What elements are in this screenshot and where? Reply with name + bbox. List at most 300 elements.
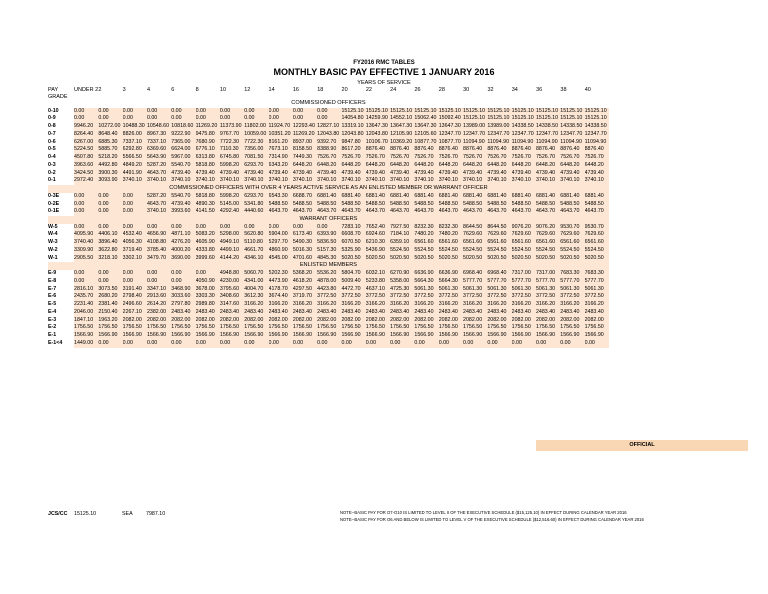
pay-cell: 6561.60	[487, 239, 511, 247]
pay-cell: 8967.30	[147, 131, 171, 139]
pay-cell: 2483.40	[341, 309, 365, 317]
jcs-value: 15125.10	[74, 511, 97, 517]
pay-cell: 4849.20	[123, 162, 147, 170]
pay-cell: 1566.90	[512, 332, 536, 340]
pay-cell: 0.00	[269, 340, 293, 348]
column-header: 30	[463, 87, 470, 93]
pay-cell: 0.00	[317, 115, 341, 123]
grade-cell: E-4	[48, 308, 57, 315]
pay-cell: 6776.10	[196, 146, 220, 154]
pay-cell: 3302.10	[123, 255, 147, 263]
pay-cell: 0.00	[171, 270, 195, 278]
pay-cell: 7526.70	[341, 154, 365, 162]
pay-cell: 0.00	[512, 340, 536, 348]
pay-cell: 9530.70	[560, 224, 584, 232]
pay-cell: 15125.10	[536, 115, 560, 123]
pay-cell: 2989.80	[196, 301, 220, 309]
pay-cell: 4643.70	[293, 208, 317, 216]
pay-cell: 4473.90	[269, 278, 293, 286]
pay-cell: 10059.00	[244, 131, 268, 139]
pay-cell: 7526.70	[536, 154, 560, 162]
pay-cell: 6343.20	[269, 162, 293, 170]
pay-cell: 6608.70	[341, 231, 365, 239]
pay-cell: 0.00	[123, 108, 147, 116]
pay-cell: 0.00	[244, 108, 268, 116]
pay-cell: 4739.40	[439, 170, 463, 178]
pay-cell: 5488.50	[487, 201, 511, 209]
pay-cell: 0.00	[74, 115, 98, 123]
main-title: MONTHLY BASIC PAY EFFECTIVE 1 JANUARY 2016	[273, 67, 495, 77]
pay-cell: 5566.50	[123, 154, 147, 162]
pay-cell: 0.00	[269, 224, 293, 232]
pay-cell: 3772.50	[317, 293, 341, 301]
pay-cell: 3468.90	[171, 286, 195, 294]
pay-cell: 3166.20	[269, 301, 293, 309]
pay-cell: 0.00	[244, 340, 268, 348]
pay-cell: 5224.50	[74, 146, 98, 154]
pay-cell: 5287.20	[147, 193, 171, 201]
grade-cell: 0-9	[48, 115, 56, 122]
pay-cell: 11094.90	[585, 139, 609, 147]
pay-cell: 3166.20	[293, 301, 317, 309]
pay-cell: 5488.50	[317, 201, 341, 209]
pay-cell: 5524.50	[390, 247, 414, 255]
pay-cell: 5358.00	[390, 278, 414, 286]
pay-cell: 0.00	[98, 340, 122, 348]
pay-cell: 5218.20	[98, 154, 122, 162]
pay-cell: 8161.20	[269, 139, 293, 147]
pay-cell: 5818.80	[196, 162, 220, 170]
pay-cell: 0.00	[147, 340, 171, 348]
pay-cell: 7283.10	[341, 224, 365, 232]
pay-cell: 1566.90	[220, 332, 244, 340]
table-row	[48, 170, 609, 178]
grade-cell: 0-7	[48, 130, 56, 137]
pay-cell: 13989.00	[487, 123, 511, 131]
pay-cell: 12043.80	[317, 131, 341, 139]
pay-cell: 4056.30	[123, 239, 147, 247]
column-header: 36	[536, 87, 543, 93]
pay-cell: 4643.70	[560, 208, 584, 216]
pay-cell: 0.00	[147, 278, 171, 286]
table-row	[48, 317, 609, 325]
pay-cell: 5490.30	[293, 239, 317, 247]
pay-cell: 5524.50	[536, 247, 560, 255]
pay-cell: 7680.90	[196, 139, 220, 147]
pay-cell: 4532.40	[123, 231, 147, 239]
pay-cell: 9946.20	[74, 123, 98, 131]
pay-cell: 0.00	[171, 224, 195, 232]
pay-cell: 10548.60	[147, 123, 171, 131]
pay-cell: 3424.50	[74, 170, 98, 178]
table-row	[48, 293, 609, 301]
pay-cell: 5341.80	[244, 201, 268, 209]
pay-cell: 2082.00	[244, 317, 268, 325]
pay-cell: 3166.20	[341, 301, 365, 309]
pay-cell: 3033.60	[171, 293, 195, 301]
column-header: 40	[584, 87, 591, 93]
pay-cell: 2483.40	[220, 309, 244, 317]
pay-cell: 2082.00	[536, 317, 560, 325]
pay-cell: 8264.40	[74, 131, 98, 139]
pay-cell: 12293.40	[293, 123, 317, 131]
pay-cell: 10351.20	[269, 131, 293, 139]
pay-cell: 5110.80	[244, 239, 268, 247]
section-header	[48, 216, 609, 224]
pay-cell: 6968.40	[463, 270, 487, 278]
pay-cell: 0.00	[123, 224, 147, 232]
pay-cell: 6881.40	[560, 193, 584, 201]
pay-cell: 4643.70	[269, 208, 293, 216]
pay-cell: 6881.40	[390, 193, 414, 201]
pay-cell: 3166.20	[317, 301, 341, 309]
pay-cell: 1756.50	[414, 324, 438, 332]
grade-cell: E-5	[48, 301, 57, 308]
column-header: 38	[560, 87, 567, 93]
pay-cell: 2483.40	[463, 309, 487, 317]
pay-cell: 4739.40	[366, 170, 390, 178]
pay-cell: 5061.30	[463, 286, 487, 294]
pay-cell: 3740.10	[147, 177, 171, 185]
pay-cell: 3740.10	[196, 177, 220, 185]
pay-cell: 7526.70	[317, 154, 341, 162]
pay-cell: 1566.90	[463, 332, 487, 340]
section-header	[48, 100, 609, 108]
pay-cell: 6881.40	[366, 193, 390, 201]
pay-cell: 0.00	[98, 270, 122, 278]
pay-cell: 7337.10	[123, 139, 147, 147]
pay-cell: 3740.40	[74, 239, 98, 247]
pay-cell: 0.00	[123, 208, 147, 216]
pay-cell: 4423.80	[317, 286, 341, 294]
pay-cell: 3896.40	[98, 239, 122, 247]
pay-cell: 3740.10	[341, 177, 365, 185]
pay-cell: 6881.40	[317, 193, 341, 201]
pay-cell: 4643.70	[366, 208, 390, 216]
pay-cell: 6448.20	[512, 162, 536, 170]
pay-cell: 2082.00	[341, 317, 365, 325]
grade-label: GRADE	[48, 94, 68, 100]
pay-cell: 4406.10	[98, 231, 122, 239]
pay-cell: 15125.10	[463, 115, 487, 123]
pay-cell: 4739.40	[269, 170, 293, 178]
pay-cell: 6448.20	[439, 162, 463, 170]
section-title: WARRANT OFFICERS	[48, 216, 609, 224]
pay-cell: 11373.90	[220, 123, 244, 131]
pay-cell: 2435.70	[74, 293, 98, 301]
pay-cell: 15125.10	[585, 108, 609, 116]
pay-cell: 0.00	[98, 208, 122, 216]
pay-cell: 5061.30	[414, 286, 438, 294]
pay-cell: 3772.50	[487, 293, 511, 301]
pay-cell: 1756.50	[439, 324, 463, 332]
pay-cell: 2483.40	[585, 309, 609, 317]
pay-cell: 5540.70	[171, 162, 195, 170]
pay-cell: 8876.40	[439, 146, 463, 154]
table-row	[48, 162, 609, 170]
pay-cell: 0.00	[171, 108, 195, 116]
pay-table	[48, 100, 609, 348]
pay-cell: 6448.20	[463, 162, 487, 170]
column-header: 2	[98, 87, 102, 93]
pay-cell: 2483.40	[390, 309, 414, 317]
pay-cell: 4643.70	[463, 208, 487, 216]
pay-cell: 1756.50	[390, 324, 414, 332]
pay-cell: 6881.40	[463, 193, 487, 201]
pay-cell: 4643.70	[487, 208, 511, 216]
pay-cell: 3740.10	[487, 177, 511, 185]
pay-cell: 11269.20	[196, 123, 220, 131]
pay-cell: 2082.00	[512, 317, 536, 325]
pay-cell: 2483.40	[414, 309, 438, 317]
pay-cell: 0.00	[171, 340, 195, 348]
pay-cell: 5540.70	[171, 193, 195, 201]
pay-cell: 6881.40	[439, 193, 463, 201]
pay-cell: 3166.20	[487, 301, 511, 309]
table-row	[48, 278, 609, 286]
table-row	[48, 123, 609, 131]
pay-cell: 2046.00	[74, 309, 98, 317]
pay-cell: 2913.60	[147, 293, 171, 301]
pay-cell: 5777.70	[487, 278, 511, 286]
pay-cell: 7184.10	[390, 231, 414, 239]
pay-cell: 4701.60	[293, 255, 317, 263]
pay-cell: 1566.90	[123, 332, 147, 340]
pay-cell: 3166.20	[536, 301, 560, 309]
pay-cell: 0.00	[536, 340, 560, 348]
pay-cell: 2483.40	[317, 309, 341, 317]
pay-cell: 5488.50	[463, 201, 487, 209]
pay-cell: 6448.20	[341, 162, 365, 170]
pay-cell: 3166.20	[512, 301, 536, 309]
pay-cell: 12827.10	[317, 123, 341, 131]
pay-cell: 4739.40	[317, 170, 341, 178]
pay-cell: 15125.10	[439, 108, 463, 116]
pay-cell: 4333.80	[196, 247, 220, 255]
pay-cell: 4545.00	[269, 255, 293, 263]
pay-cell: 2082.00	[560, 317, 584, 325]
pay-cell: 8937.00	[293, 139, 317, 147]
pay-cell: 1566.90	[147, 332, 171, 340]
column-header: 3	[122, 87, 126, 93]
pay-cell: 5488.50	[293, 201, 317, 209]
pay-cell: 2082.00	[487, 317, 511, 325]
grade-cell: 0-10	[48, 107, 59, 114]
pay-cell: 7526.70	[366, 154, 390, 162]
pay-cell: 0.00	[74, 193, 98, 201]
pay-cell: 1566.90	[487, 332, 511, 340]
table-row	[48, 231, 609, 239]
pay-cell: 0.00	[390, 340, 414, 348]
pay-cell: 6561.60	[463, 239, 487, 247]
pay-cell: 6293.70	[244, 193, 268, 201]
pay-cell: 15125.10	[341, 108, 365, 116]
pay-cell: 4739.40	[171, 201, 195, 209]
table-row	[48, 239, 609, 247]
pay-cell: 4643.70	[512, 208, 536, 216]
grade-cell: 0-2E	[48, 200, 60, 207]
pay-cell: 4739.40	[560, 170, 584, 178]
column-header: 16	[292, 87, 299, 93]
grade-cell: W-4	[48, 231, 58, 238]
pay-cell: 1566.90	[293, 332, 317, 340]
pay-cell: 5020.50	[414, 255, 438, 263]
pay-cell: 0.00	[439, 340, 463, 348]
pay-cell: 4739.40	[414, 170, 438, 178]
pay-cell: 7629.60	[536, 231, 560, 239]
pay-cell: 0.00	[74, 108, 98, 116]
pay-cell: 5020.50	[512, 255, 536, 263]
grade-cell: E-8	[48, 277, 57, 284]
pay-cell: 7526.70	[390, 154, 414, 162]
table-row	[48, 324, 609, 332]
pay-cell: 4346.10	[244, 255, 268, 263]
pay-cell: 3218.10	[98, 255, 122, 263]
pay-cell: 2382.00	[147, 309, 171, 317]
pay-cell: 0.00	[74, 270, 98, 278]
pay-cell: 7356.00	[244, 146, 268, 154]
pay-cell: 5818.80	[196, 193, 220, 201]
table-row	[48, 131, 609, 139]
grade-cell: 0-3	[48, 161, 56, 168]
pay-cell: 4739.40	[244, 170, 268, 178]
pay-cell: 8617.20	[341, 146, 365, 154]
pay-cell: 8876.40	[487, 146, 511, 154]
pay-cell: 7526.70	[560, 154, 584, 162]
pay-cell: 3740.10	[366, 177, 390, 185]
pay-cell: 5885.70	[98, 146, 122, 154]
pay-cell: 1756.50	[171, 324, 195, 332]
pay-cell: 7081.50	[244, 154, 268, 162]
pay-cell: 7449.30	[293, 154, 317, 162]
pay-cell: 5020.50	[463, 255, 487, 263]
pay-cell: 3166.20	[244, 301, 268, 309]
pay-cell: 5061.30	[439, 286, 463, 294]
table-row	[48, 208, 609, 216]
pay-cell: 4276.20	[171, 239, 195, 247]
pay-cell: 3740.10	[585, 177, 609, 185]
pay-cell: 3740.10	[414, 177, 438, 185]
pay-cell: 4643.70	[414, 208, 438, 216]
pay-cell: 3993.60	[171, 208, 195, 216]
pay-cell: 1756.50	[463, 324, 487, 332]
pay-cell: 3740.10	[560, 177, 584, 185]
pay-cell: 1756.50	[512, 324, 536, 332]
grade-cell: E-2	[48, 324, 57, 331]
pay-cell: 5436.90	[366, 247, 390, 255]
pay-cell: 7722.30	[220, 139, 244, 147]
pay-cell: 7526.70	[463, 154, 487, 162]
pay-cell: 5020.50	[439, 255, 463, 263]
pay-cell: 6448.20	[560, 162, 584, 170]
grade-cell: 0-5	[48, 146, 56, 153]
pay-cell: 3740.10	[512, 177, 536, 185]
pay-cell: 6393.90	[317, 231, 341, 239]
note-o6-below: NOTE--BASIC PAY FOR O6 AND BELOW IS LIMITED TO LEVEL V OF THE EXECUTIVE SCHEDULE ($12,516.60) IN EFFECT DURING CALENDAR YEAR 2016	[340, 517, 644, 522]
pay-cell: 3740.10	[244, 177, 268, 185]
pay-cell: 4739.40	[487, 170, 511, 178]
pay-cell: 5777.70	[585, 278, 609, 286]
pay-cell: 4637.10	[366, 286, 390, 294]
pay-cell: 1756.50	[366, 324, 390, 332]
pay-cell: 6688.70	[293, 193, 317, 201]
pay-cell: 3622.80	[98, 247, 122, 255]
pay-cell: 6881.40	[512, 193, 536, 201]
pay-cell: 8876.40	[366, 146, 390, 154]
pay-cell: 0.00	[293, 340, 317, 348]
pay-cell: 7629.60	[560, 231, 584, 239]
pay-cell: 11094.90	[512, 139, 536, 147]
grade-cell: 0-6	[48, 138, 56, 145]
pay-cell: 3772.50	[560, 293, 584, 301]
sea-value: 7987.10	[146, 511, 166, 517]
pay-cell: 0.00	[585, 340, 609, 348]
pay-cell: 10877.70	[439, 139, 463, 147]
pay-cell: 1756.50	[317, 324, 341, 332]
pay-cell: 3740.10	[269, 177, 293, 185]
pay-cell: 5524.50	[463, 247, 487, 255]
pay-cell: 5664.30	[439, 278, 463, 286]
pay-cell: 2816.10	[74, 286, 98, 294]
pay-cell: 4095.90	[74, 231, 98, 239]
pay-cell: 3166.20	[560, 301, 584, 309]
grade-cell: 0-4	[48, 154, 56, 161]
pay-cell: 2082.00	[220, 317, 244, 325]
pay-cell: 6448.20	[293, 162, 317, 170]
pay-cell: 4643.70	[536, 208, 560, 216]
pay-cell: 1756.50	[293, 324, 317, 332]
pay-cell: 5020.50	[341, 255, 365, 263]
pay-cell: 0.00	[171, 278, 195, 286]
pay-cell: 3093.90	[98, 177, 122, 185]
pay-cell: 2483.40	[512, 309, 536, 317]
pay-cell: 0.00	[487, 340, 511, 348]
pay-cell: 4871.10	[171, 231, 195, 239]
pay-cell: 1566.90	[171, 332, 195, 340]
grade-cell: E-9	[48, 270, 57, 277]
pay-cell: 6745.80	[220, 154, 244, 162]
pay-cell: 4440.60	[244, 208, 268, 216]
column-header: 12	[244, 87, 251, 93]
pay-cell: 4725.30	[390, 286, 414, 294]
pay-cell: 1756.50	[244, 324, 268, 332]
pay-cell: 12347.70	[560, 131, 584, 139]
grade-cell: 0-3E	[48, 192, 60, 199]
pay-cell: 12347.70	[487, 131, 511, 139]
pay-cell: 9767.70	[220, 131, 244, 139]
pay-cell: 14259.90	[366, 115, 390, 123]
pay-cell: 2483.40	[244, 309, 268, 317]
official-label: OFFICIAL	[536, 440, 748, 451]
pay-cell: 14552.10	[390, 115, 414, 123]
pay-cell: 0.00	[98, 193, 122, 201]
pay-cell: 6210.30	[366, 239, 390, 247]
grade-cell: E-6	[48, 293, 57, 300]
pay-cell: 3719.40	[123, 247, 147, 255]
pay-cell: 6561.60	[512, 239, 536, 247]
pay-cell: 13989.00	[463, 123, 487, 131]
pay-cell: 11094.90	[487, 139, 511, 147]
pay-cell: 7526.70	[512, 154, 536, 162]
pay-cell: 6448.20	[390, 162, 414, 170]
pay-cell: 2082.00	[414, 317, 438, 325]
pay-cell: 2082.00	[171, 317, 195, 325]
pay-cell: 4643.70	[147, 201, 171, 209]
pay-cell: 3900.30	[98, 170, 122, 178]
pay-cell: 13647.30	[414, 123, 438, 131]
pay-cell: 4643.70	[147, 170, 171, 178]
pay-cell: 0.00	[269, 115, 293, 123]
